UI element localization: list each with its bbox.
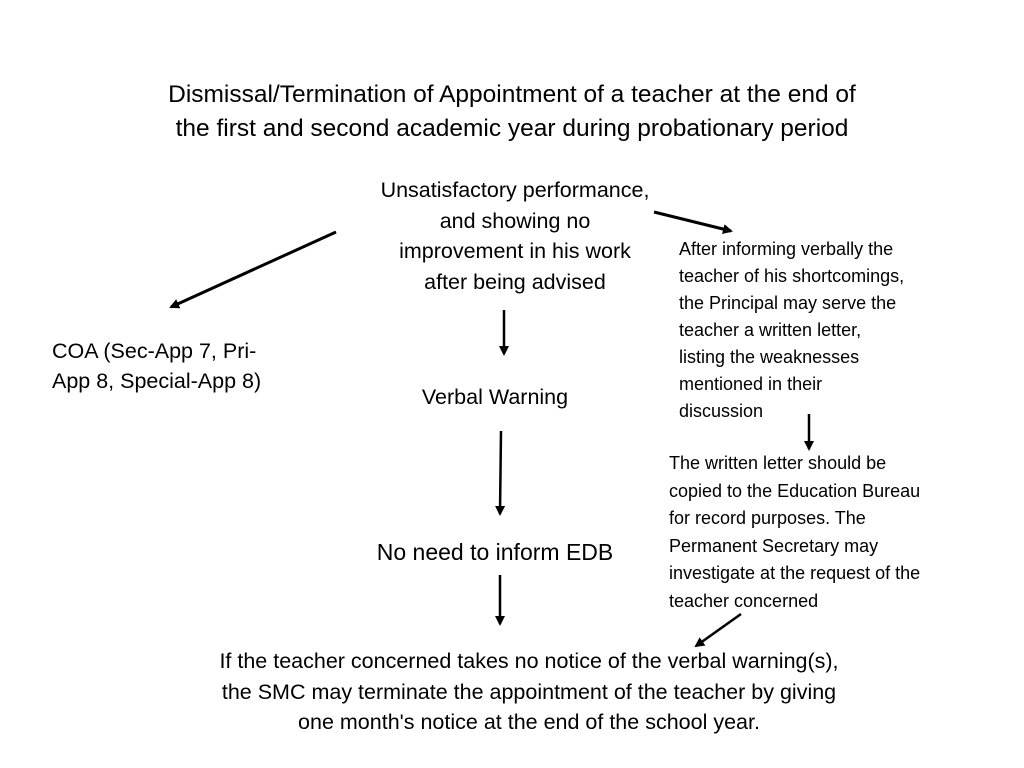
- written-letter-line-5: investigate at the request of the: [669, 563, 921, 583]
- title-line-2: the first and second academic year during probationary period: [175, 115, 849, 142]
- arrow-to-coa: [171, 232, 336, 307]
- after-informing-line-5: listing the weaknesses: [679, 347, 860, 367]
- conclusion-line-1: If the teacher concerned takes no notice of the verbal warning(s),: [219, 649, 839, 673]
- unsatisfactory-line-2: and showing no: [439, 208, 591, 233]
- unsatisfactory-line-1: Unsatisfactory performance,: [380, 178, 650, 202]
- title-line-1: Dismissal/Termination of Appointment of a teacher at the end of: [168, 81, 856, 108]
- after-informing-line-4: teacher a written letter,: [679, 320, 862, 340]
- arrow-written-to-conclusion: [696, 614, 741, 646]
- arrow-to-after-informing: [654, 212, 731, 231]
- verbal-warning-node: Verbal Warning: [421, 385, 569, 409]
- conclusion-line-2: the SMC may terminate the appointment of the teacher by giving: [221, 679, 837, 704]
- coa-line-2: App 8, Special-App 8): [52, 369, 262, 393]
- after-informing-line-7: discussion: [679, 401, 764, 421]
- after-informing-line-2: teacher of his shortcomings,: [679, 266, 905, 286]
- conclusion-line-3: one month's notice at the end of the school year.: [298, 710, 760, 734]
- after-informing-line-1: After informing verbally the: [679, 239, 894, 259]
- written-letter-line-6: teacher concerned: [669, 590, 819, 611]
- after-informing-line-3: the Principal may serve the: [679, 293, 897, 313]
- arrow-to-no-need: [500, 431, 501, 514]
- unsatisfactory-line-3: improvement in his work: [399, 239, 631, 263]
- written-letter-line-4: Permanent Secretary may: [669, 535, 879, 556]
- coa-line-1: COA (Sec-App 7, Pri-: [52, 339, 257, 363]
- unsatisfactory-line-4: after being advised: [424, 269, 606, 294]
- written-letter-line-3: for record purposes. The: [669, 508, 866, 528]
- written-letter-line-2: copied to the Education Bureau: [669, 480, 921, 501]
- after-informing-line-6: mentioned in their: [679, 374, 823, 394]
- written-letter-line-1: The written letter should be: [669, 453, 887, 473]
- no-need-to-inform-node: No need to inform EDB: [376, 539, 614, 565]
